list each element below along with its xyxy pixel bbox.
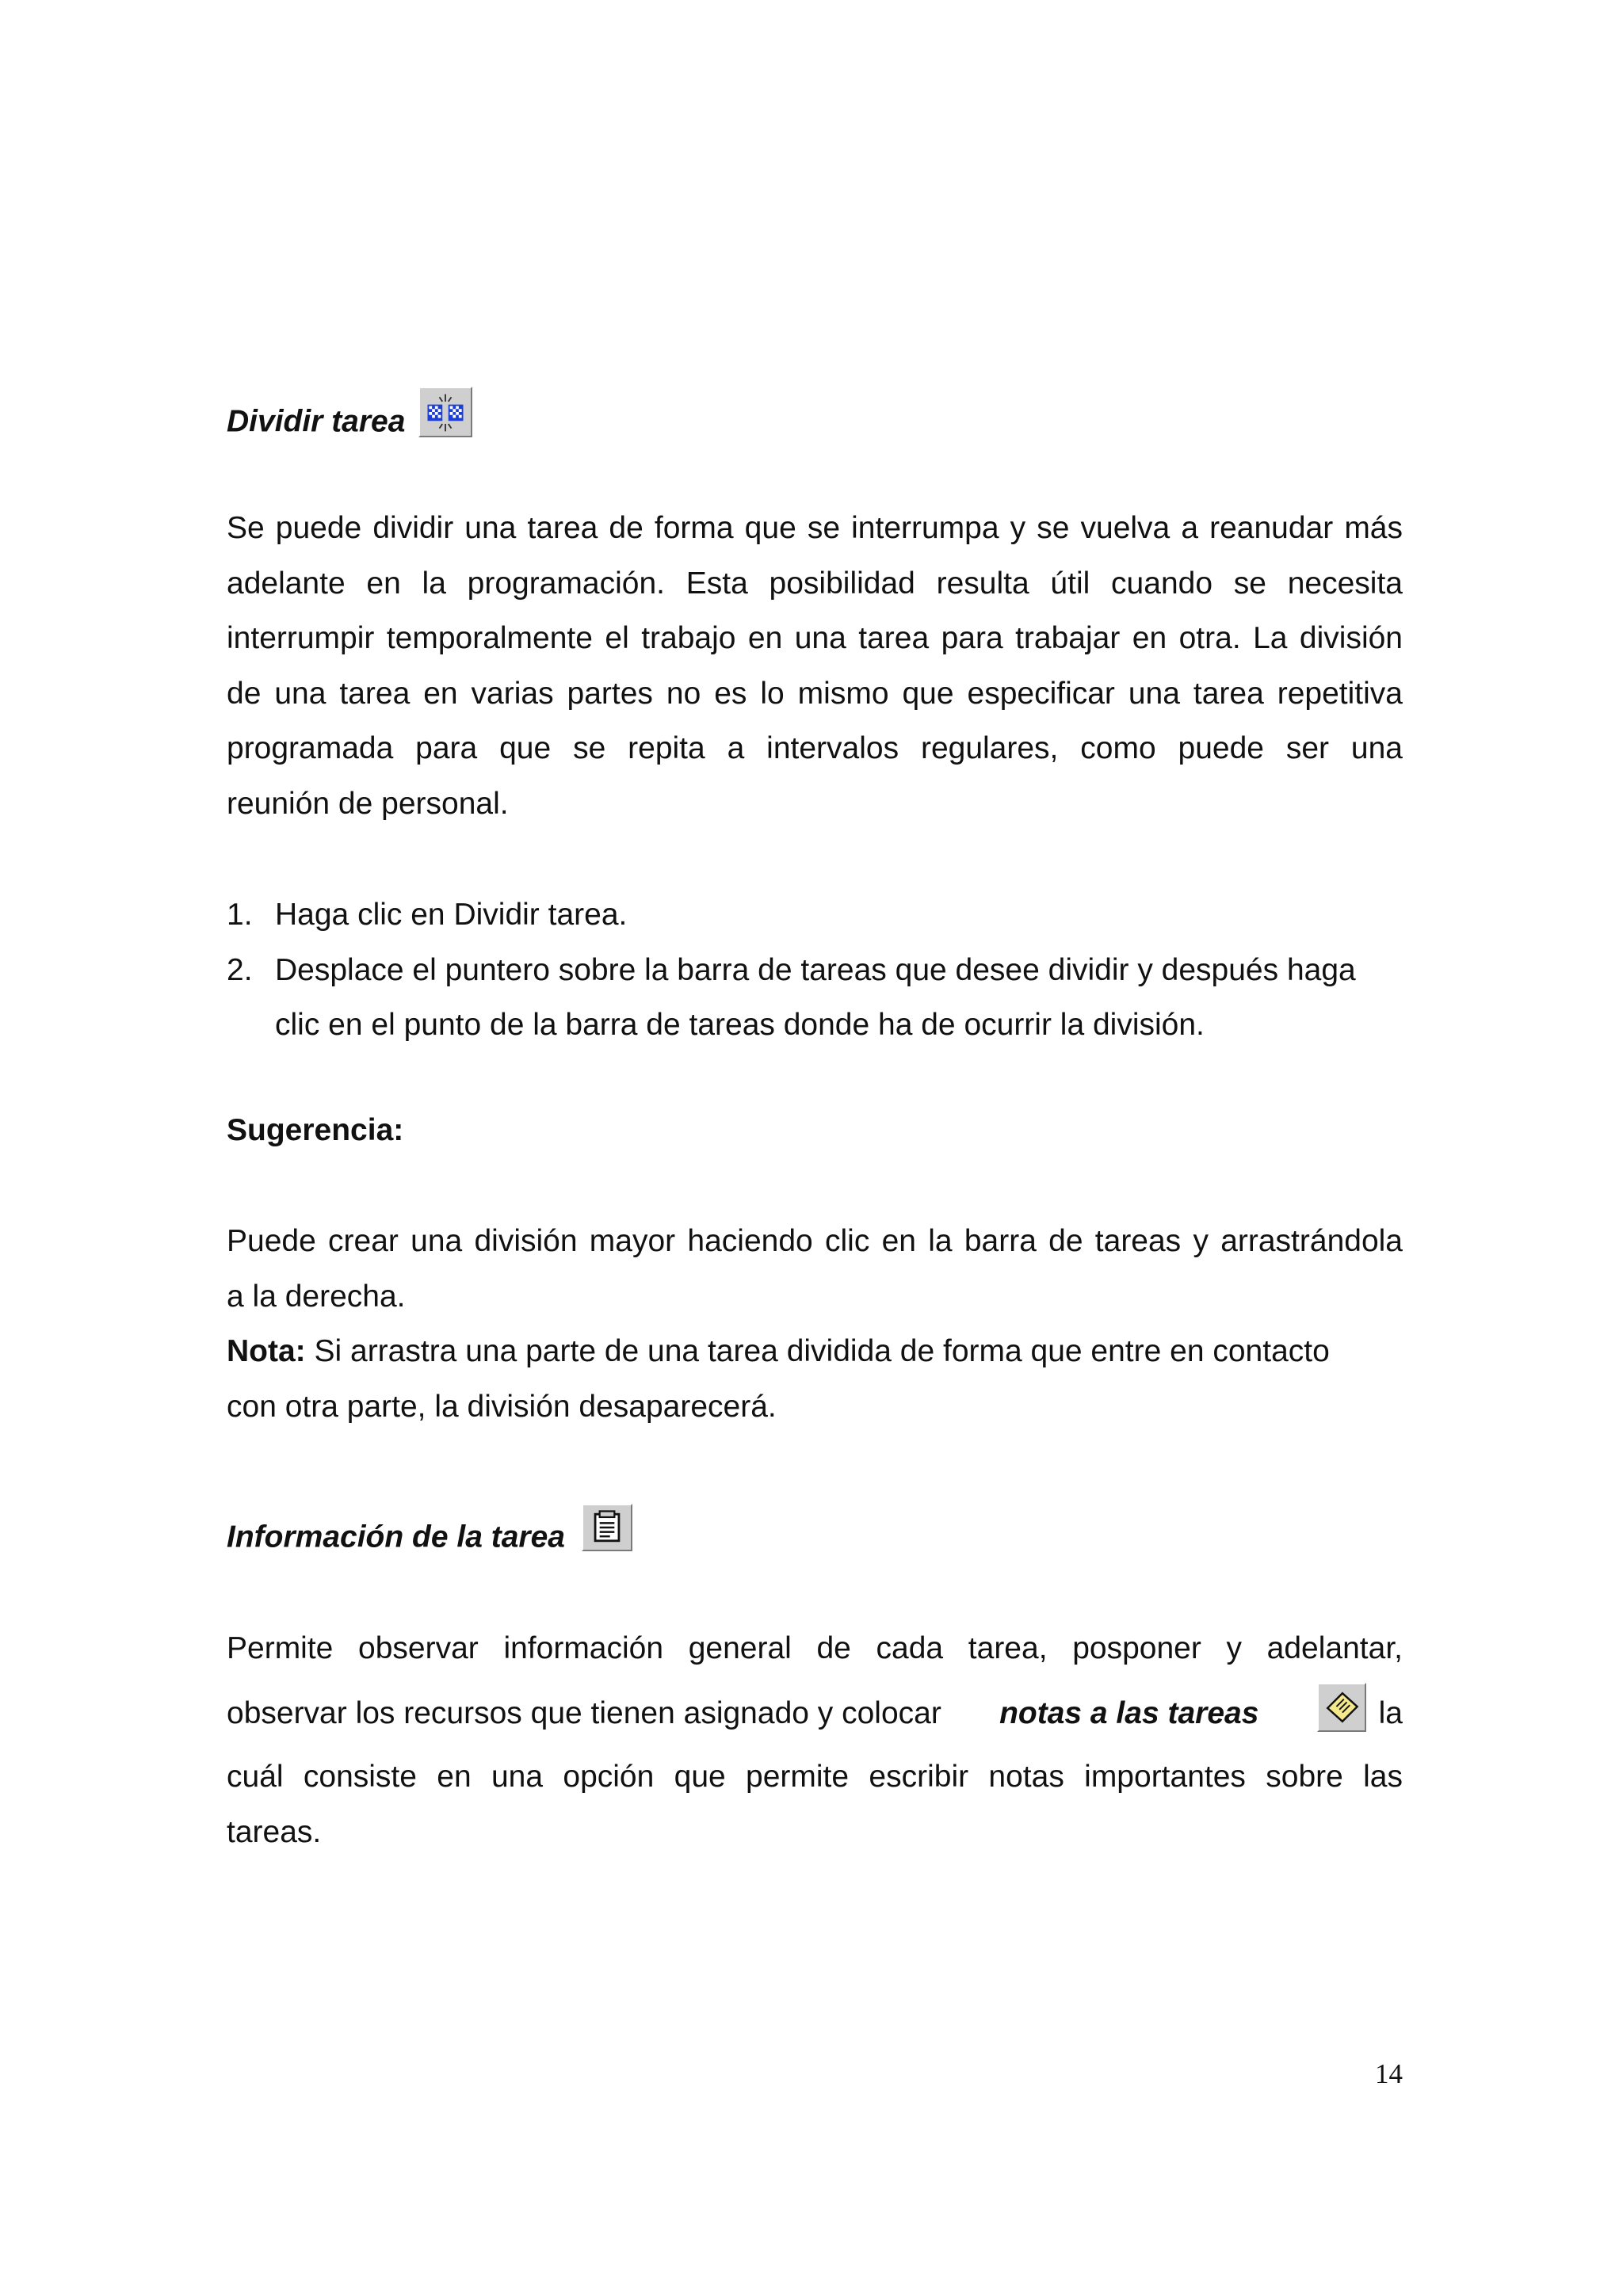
list-item-number: 1. bbox=[227, 898, 253, 932]
paragraph-line: cuál consiste en una opción que permite escribir notas importantes sobre las bbox=[227, 1760, 1403, 1794]
paragraph-line: a la derecha. bbox=[227, 1279, 406, 1314]
suggestion-heading: Sugerencia: bbox=[227, 1113, 404, 1147]
note-line: con otra parte, la división desaparecerá. bbox=[227, 1389, 777, 1424]
note-text: Si arrastra una parte de una tarea dividida de forma que entre en contacto bbox=[305, 1334, 1330, 1368]
note-label: Nota: bbox=[227, 1334, 306, 1368]
paragraph-line: interrumpir temporalmente el trabajo en una tarea para trabajar en otra. La división bbox=[227, 621, 1403, 655]
paragraph-line: Permite observar información general de cada tarea, posponer y adelantar, bbox=[227, 1631, 1403, 1665]
paragraph-line: Puede crear una división mayor haciendo clic en la barra de tareas y arrastrándola bbox=[227, 1224, 1403, 1258]
task-information-icon bbox=[582, 1504, 632, 1551]
split-task-icon bbox=[418, 387, 472, 437]
paragraph-line: Se puede dividir una tarea de forma que se interrumpa y se vuelva a reanudar más bbox=[227, 511, 1403, 545]
page-number: 14 bbox=[1375, 2058, 1403, 2089]
section-title: Información de la tarea bbox=[227, 1520, 565, 1554]
list-item-text: clic en el punto de la barra de tareas donde ha de ocurrir la división. bbox=[275, 1008, 1205, 1042]
task-notes-label: notas a las tareas bbox=[999, 1696, 1259, 1731]
paragraph-line: de una tarea en varias partes no es lo mismo que especificar una tarea repetitiva bbox=[227, 676, 1403, 711]
suggestion-text bbox=[227, 1214, 1403, 1434]
task-information-description-continued bbox=[227, 1749, 1403, 1859]
section-title: Dividir tarea bbox=[227, 404, 406, 439]
list-item bbox=[227, 943, 1403, 1053]
list-item bbox=[227, 887, 1403, 943]
paragraph-line: reunión de personal. bbox=[227, 786, 509, 821]
task-information-line-with-icon bbox=[227, 1678, 1403, 1749]
split-task-description bbox=[227, 501, 1403, 831]
paragraph-line: tareas. bbox=[227, 1814, 322, 1849]
split-task-steps bbox=[227, 887, 1403, 1053]
task-notes-icon bbox=[1317, 1683, 1366, 1732]
section-heading-task-information bbox=[227, 1515, 632, 1562]
list-item-number: 2. bbox=[227, 952, 253, 987]
note-line bbox=[227, 1324, 1403, 1379]
section-heading-split-task bbox=[227, 398, 472, 448]
paragraph-text: observar los recursos que tienen asignado y colocar bbox=[227, 1696, 941, 1731]
task-information-description bbox=[227, 1621, 1403, 1676]
paragraph-line: adelante en la programación. Esta posibilidad resulta útil cuando se necesita bbox=[227, 566, 1403, 601]
paragraph-line: programada para que se repita a intervalos regulares, como puede ser una bbox=[227, 731, 1403, 765]
list-item-text: Desplace el puntero sobre la barra de tareas que desee dividir y después haga bbox=[275, 952, 1356, 987]
paragraph-text: la bbox=[1378, 1696, 1403, 1731]
document-page bbox=[227, 0, 1403, 2296]
list-item-text: Haga clic en Dividir tarea. bbox=[275, 898, 628, 932]
